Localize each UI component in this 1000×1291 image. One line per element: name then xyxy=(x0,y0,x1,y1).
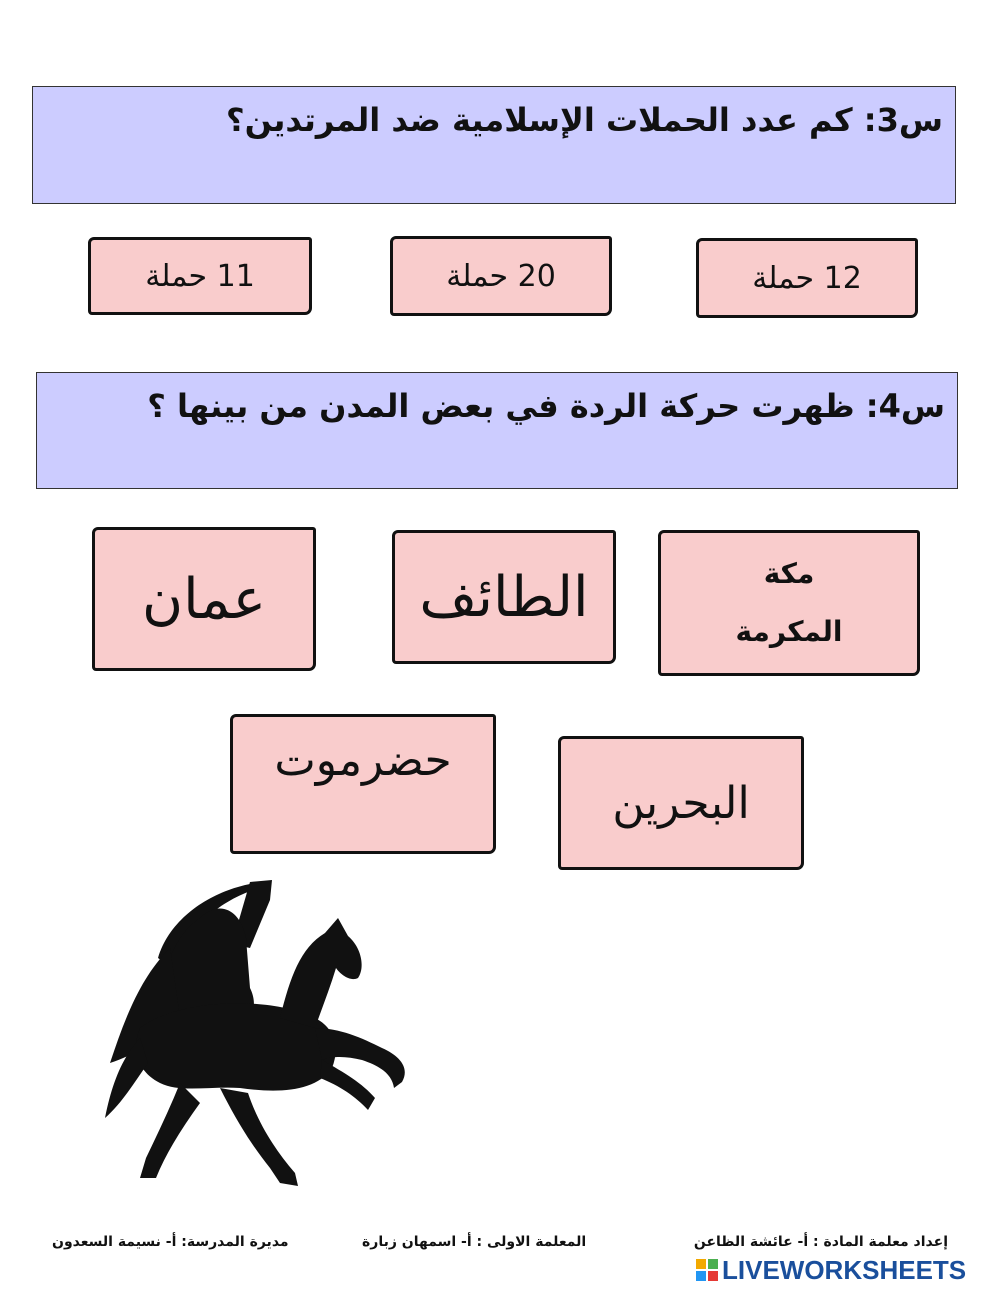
horse-rider-silhouette-icon xyxy=(100,878,420,1196)
footer-first-teacher: المعلمة الاولى : أ- اسمهان زبارة xyxy=(362,1234,587,1250)
q3-option-20[interactable] xyxy=(390,236,612,316)
question-3-text: س3: كم عدد الحملات الإسلامية ضد المرتدين؟ xyxy=(226,101,943,139)
q4-option-oman[interactable] xyxy=(92,527,316,671)
q4-option-oman-label: عمان xyxy=(142,566,266,632)
q3-option-12-label: 12 حملة xyxy=(752,260,862,296)
q3-option-20-label: 20 حملة xyxy=(446,258,556,294)
q4-option-makkah-label: مكة المكرمة xyxy=(735,557,843,648)
q4-option-taif[interactable] xyxy=(392,530,616,664)
q3-option-12[interactable] xyxy=(696,238,918,318)
question-4-box xyxy=(36,372,958,489)
question-3-box xyxy=(32,86,956,204)
brand-name: LIVEWORKSHEETS xyxy=(722,1254,967,1285)
liveworksheets-brand[interactable] xyxy=(696,1253,996,1287)
q4-option-bahrain[interactable] xyxy=(558,736,804,870)
q4-option-makkah[interactable] xyxy=(658,530,920,676)
question-4-text: س4: ظهرت حركة الردة في بعض المدن من بينها ؟ xyxy=(147,387,945,425)
footer-prepared-by: إعداد معلمة المادة : أ- عائشة الظاعن xyxy=(693,1234,948,1250)
q3-option-11[interactable] xyxy=(88,237,312,315)
q4-option-hadramaut-label: حضرموت xyxy=(274,735,452,786)
q4-option-bahrain-label: البحرين xyxy=(612,777,750,829)
q4-option-taif-label: الطائف xyxy=(419,564,589,630)
footer-principal: مديرة المدرسة: أ- نسيمة السعدون xyxy=(52,1234,289,1250)
q3-option-11-label: 11 حملة xyxy=(145,258,255,294)
q4-option-hadramaut[interactable] xyxy=(230,714,496,854)
liveworksheets-logo-icon xyxy=(696,1259,718,1281)
